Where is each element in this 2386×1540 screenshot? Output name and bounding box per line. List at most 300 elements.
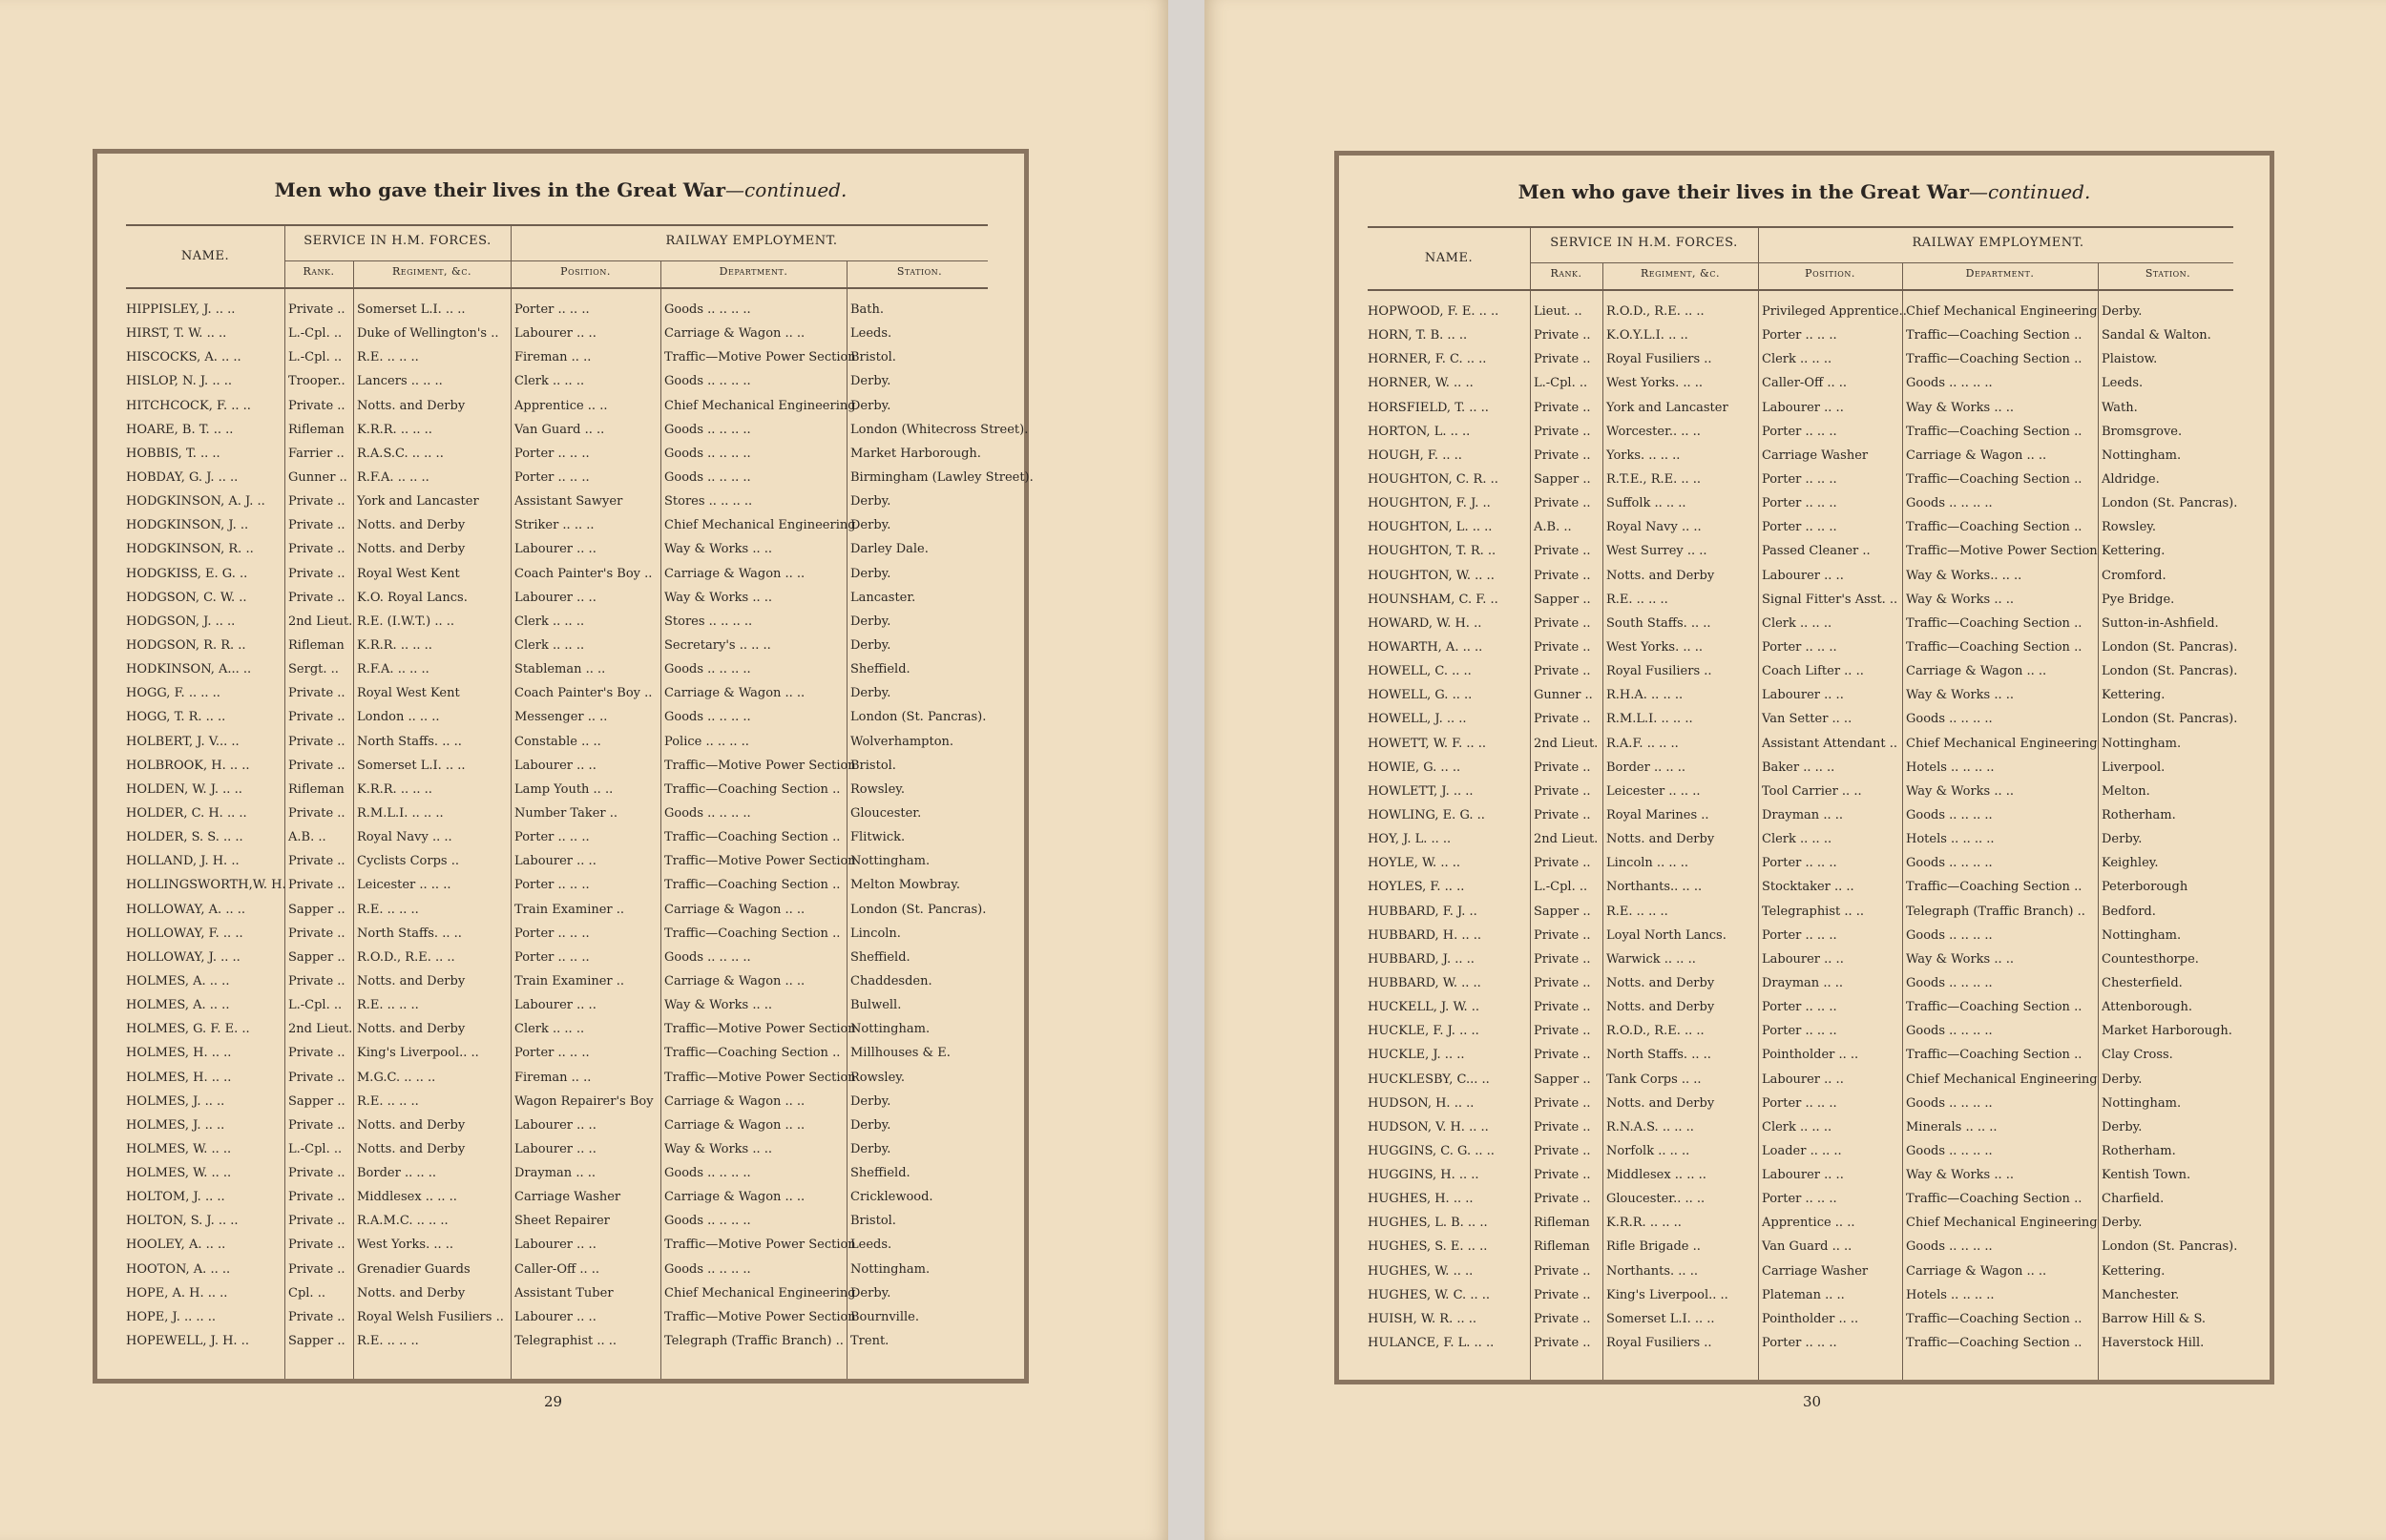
cell-station: Bulwell.: [850, 998, 902, 1013]
cell-station: Darley Dale.: [850, 542, 929, 557]
cell-station: Sheffield.: [850, 949, 910, 965]
cell-name: HUBBARD, J. .. ..: [1368, 951, 1475, 967]
cell-position: Porter .. .. ..: [1762, 1095, 1837, 1111]
cell-rank: Private ..: [288, 973, 345, 989]
cell-regiment: Royal Fusiliers ..: [1606, 664, 1712, 679]
cell-department: Traffic—Coaching Section ..: [664, 1046, 841, 1061]
table-body: [1339, 304, 2270, 1360]
table-frame: [1334, 151, 2274, 1384]
cell-name: HORNER, W. .. ..: [1368, 376, 1474, 391]
cell-rank: Sapper ..: [288, 1093, 345, 1109]
cell-department: Goods .. .. .. ..: [664, 805, 751, 821]
cell-rank: Private ..: [1534, 927, 1591, 943]
cell-name: HOWIE, G. .. ..: [1368, 760, 1461, 775]
cell-position: Labourer .. ..: [514, 758, 596, 773]
cell-regiment: Middlesex .. .. ..: [357, 1190, 457, 1205]
cell-station: Bristol.: [850, 758, 896, 773]
cell-name: HOPE, A. H. .. ..: [126, 1285, 228, 1301]
cell-position: Clerk .. .. ..: [514, 614, 585, 629]
cell-regiment: Norfolk .. .. ..: [1606, 1143, 1690, 1158]
cell-regiment: Notts. and Derby: [357, 518, 466, 533]
cell-name: HOLMES, A. .. ..: [126, 998, 230, 1013]
cell-name: HOLMES, H. .. ..: [126, 1070, 232, 1085]
cell-rank: Private ..: [288, 1190, 345, 1205]
cell-department: Chief Mechanical Engineering: [1906, 304, 2098, 319]
cell-position: Van Guard .. ..: [514, 422, 605, 437]
cell-regiment: K.R.R. .. .. ..: [357, 637, 432, 653]
cell-regiment: Duke of Wellington's ..: [357, 326, 499, 342]
cell-regiment: Worcester.. .. ..: [1606, 424, 1701, 439]
cell-department: Goods .. .. .. ..: [1906, 376, 1993, 391]
cell-station: Derby.: [2102, 1216, 2143, 1231]
table-row: [1339, 520, 2270, 544]
cell-name: HUCKLE, J. .. ..: [1368, 1048, 1465, 1063]
cell-regiment: Lancers .. .. ..: [357, 374, 443, 389]
cell-station: Bromsgrove.: [2102, 424, 2183, 439]
cell-regiment: Notts. and Derby: [357, 542, 466, 557]
cell-department: Chief Mechanical Engineering: [1906, 1072, 2098, 1087]
cell-department: Goods .. .. .. ..: [664, 710, 751, 725]
cell-regiment: Notts. and Derby: [357, 1141, 466, 1156]
cell-station: Derby.: [2102, 832, 2143, 847]
cell-name: HUDSON, V. H. .. ..: [1368, 1119, 1489, 1134]
cell-position: Labourer .. ..: [1762, 400, 1844, 415]
cell-department: Traffic—Motive Power Section: [1906, 544, 2098, 559]
cell-name: HUGHES, H. .. ..: [1368, 1192, 1474, 1207]
cell-position: Assistant Sawyer: [514, 494, 623, 510]
cell-rank: L.-Cpl. ..: [288, 1141, 343, 1156]
cell-regiment: Lincoln .. .. ..: [1606, 856, 1688, 871]
cell-department: Traffic—Coaching Section ..: [1906, 1192, 2083, 1207]
cell-department: Traffic—Coaching Section ..: [1906, 880, 2083, 895]
cell-rank: 2nd Lieut.: [1534, 736, 1599, 751]
cell-regiment: R.N.A.S. .. .. ..: [1606, 1119, 1694, 1134]
cell-name: HOUGHTON, F. J. ..: [1368, 496, 1491, 511]
table-row: [97, 1334, 1024, 1358]
cell-position: Clerk .. .. ..: [514, 637, 585, 653]
cell-name: HUGHES, W. C. .. ..: [1368, 1287, 1490, 1302]
cell-regiment: R.A.F. .. .. ..: [1606, 736, 1679, 751]
cell-department: Traffic—Coaching Section ..: [1906, 471, 2083, 487]
table-row: [97, 1262, 1024, 1286]
cell-name: HUBBARD, H. .. ..: [1368, 927, 1482, 943]
cell-rank: Private ..: [1534, 400, 1591, 415]
cell-department: Goods .. .. .. ..: [664, 374, 751, 389]
cell-name: HOYLES, F. .. ..: [1368, 880, 1465, 895]
cell-position: Stableman .. ..: [514, 662, 606, 677]
table-row: [1339, 856, 2270, 880]
table-row: [1339, 1336, 2270, 1360]
cell-department: Hotels .. .. .. ..: [1906, 1287, 1995, 1302]
cell-position: Carriage Washer: [514, 1190, 621, 1205]
cell-department: Way & Works .. ..: [1906, 1168, 2015, 1183]
cell-station: Derby.: [850, 566, 891, 581]
cell-rank: Private ..: [1534, 424, 1591, 439]
cell-name: HOUGHTON, L. .. ..: [1368, 520, 1493, 535]
cell-name: HOLMES, G. F. E. ..: [126, 1022, 250, 1037]
cell-regiment: Middlesex .. .. ..: [1606, 1168, 1706, 1183]
cell-position: Drayman .. ..: [1762, 807, 1843, 822]
cell-name: HOLLINGSWORTH,W. H.: [126, 878, 286, 893]
cell-station: Trent.: [850, 1334, 890, 1349]
cell-position: Porter .. .. ..: [1762, 639, 1837, 655]
cell-rank: Private ..: [1534, 447, 1591, 463]
cell-position: Porter .. .. ..: [514, 469, 590, 485]
table-row: [1339, 1048, 2270, 1072]
page-title: Men who gave their lives in the Great War—continued.: [1517, 180, 2091, 203]
cell-station: Kettering.: [2102, 688, 2166, 703]
cell-position: Carriage Washer: [1762, 447, 1869, 463]
table-row: [97, 542, 1024, 566]
cell-regiment: R.E. .. .. ..: [357, 1093, 419, 1109]
cell-name: HOY, J. L. .. ..: [1368, 832, 1452, 847]
table-row: [97, 1310, 1024, 1334]
cell-regiment: North Staffs. .. ..: [1606, 1048, 1711, 1063]
cell-department: Goods .. .. .. ..: [664, 422, 751, 437]
cell-name: HOLMES, H. .. ..: [126, 1046, 232, 1061]
cell-regiment: R.E. .. .. ..: [357, 350, 419, 365]
cell-position: Porter .. .. ..: [514, 1046, 590, 1061]
cell-name: HULANCE, F. L. .. ..: [1368, 1336, 1495, 1351]
table-row: [1339, 1264, 2270, 1288]
cell-department: Goods .. .. .. ..: [664, 469, 751, 485]
table-row: [97, 469, 1034, 494]
table-row: [97, 518, 1024, 542]
cell-position: Clerk .. .. ..: [1762, 1119, 1832, 1134]
cell-regiment: R.M.L.I. .. .. ..: [357, 805, 444, 821]
cell-station: Lincoln.: [850, 926, 901, 941]
cell-position: Clerk .. .. ..: [1762, 832, 1832, 847]
cell-name: HOWETT, W. F. .. ..: [1368, 736, 1487, 751]
cell-name: HIRST, T. W. .. ..: [126, 326, 227, 342]
table-row: [1339, 304, 2270, 328]
cell-position: Caller-Off .. ..: [514, 1261, 600, 1277]
cell-station: Wath.: [2102, 400, 2138, 415]
cell-station: Derby.: [850, 1285, 891, 1301]
cell-station: Nottingham.: [2102, 927, 2182, 943]
cell-rank: 2nd Lieut.: [288, 614, 353, 629]
cell-station: Derby.: [850, 494, 891, 510]
table-row: [1339, 784, 2270, 808]
cell-rank: Private ..: [1534, 544, 1591, 559]
cell-position: Assistant Tuber: [514, 1285, 614, 1301]
cell-station: London (St. Pancras).: [2102, 664, 2238, 679]
cell-rank: Private ..: [1534, 1311, 1591, 1326]
cell-name: HOOTON, A. .. ..: [126, 1261, 231, 1277]
cell-regiment: Royal Fusiliers ..: [1606, 352, 1712, 367]
cell-name: HODGKISS, E. G. ..: [126, 566, 248, 581]
cell-station: Aldridge.: [2102, 471, 2160, 487]
table-row: [1339, 569, 2270, 593]
cell-department: Traffic—Coaching Section ..: [664, 878, 841, 893]
cell-regiment: Northants. .. ..: [1606, 1263, 1698, 1279]
cell-position: Porter .. .. ..: [1762, 496, 1837, 511]
cell-name: HORN, T. B. .. ..: [1368, 328, 1468, 343]
cell-department: Stores .. .. .. ..: [664, 494, 753, 510]
cell-name: HISCOCKS, A. .. ..: [126, 350, 241, 365]
cell-station: London (St. Pancras).: [850, 902, 987, 917]
table-row: [97, 782, 1024, 806]
cell-rank: Private ..: [288, 854, 345, 869]
cell-position: Drayman .. ..: [514, 1166, 596, 1181]
cell-regiment: Loyal North Lancs.: [1606, 927, 1727, 943]
cell-name: HORNER, F. C. .. ..: [1368, 352, 1487, 367]
cell-regiment: Gloucester.. .. ..: [1606, 1192, 1706, 1207]
cell-name: HUGGINS, C. G. .. ..: [1368, 1143, 1495, 1158]
cell-station: London (St. Pancras).: [2102, 712, 2238, 727]
cell-department: Carriage & Wagon .. ..: [1906, 447, 2047, 463]
cell-position: Labourer .. ..: [514, 854, 596, 869]
table-row: [1339, 1144, 2270, 1168]
cell-department: Secretary's .. .. ..: [664, 637, 771, 653]
cell-name: HOLDER, C. H. .. ..: [126, 805, 247, 821]
cell-station: Gloucester.: [850, 805, 922, 821]
table-row: [97, 1071, 1024, 1094]
cell-regiment: K.R.R. .. .. ..: [357, 781, 432, 797]
cell-station: Liverpool.: [2102, 760, 2166, 775]
cell-rank: L.-Cpl. ..: [288, 326, 343, 342]
table-row: [1339, 712, 2270, 736]
cell-station: Wolverhampton.: [850, 734, 954, 749]
cell-regiment: R.E. (I.W.T.) .. ..: [357, 614, 454, 629]
cell-name: HOLMES, J. .. ..: [126, 1117, 225, 1133]
cell-rank: Private ..: [1534, 1048, 1591, 1063]
cell-position: Coach Lifter .. ..: [1762, 664, 1864, 679]
cell-name: HOWARD, W. H. ..: [1368, 615, 1482, 631]
cell-regiment: York and Lancaster: [357, 494, 479, 510]
cell-department: Goods .. .. .. ..: [1906, 927, 1993, 943]
cell-department: Traffic—Coaching Section ..: [1906, 520, 2083, 535]
table-row: [97, 350, 1024, 374]
cell-position: Porter .. .. ..: [514, 302, 590, 317]
table-row: [1339, 1312, 2270, 1336]
cell-rank: Private ..: [1534, 352, 1591, 367]
cell-position: Train Examiner ..: [514, 902, 625, 917]
cell-department: Way & Works .. ..: [664, 590, 773, 605]
cell-regiment: West Yorks. .. ..: [1606, 639, 1703, 655]
cell-regiment: R.A.M.C. .. .. ..: [357, 1214, 449, 1229]
cell-station: Millhouses & E.: [850, 1046, 951, 1061]
cell-rank: Private ..: [288, 518, 345, 533]
table-row: [1339, 1096, 2270, 1120]
table-row: [1339, 1239, 2270, 1263]
cell-department: Chief Mechanical Engineering: [664, 518, 856, 533]
table-row: [1339, 544, 2270, 568]
cell-position: Tool Carrier .. ..: [1762, 783, 1862, 799]
cell-rank: Private ..: [1534, 1000, 1591, 1015]
cell-name: HUGGINS, H. .. ..: [1368, 1168, 1479, 1183]
cell-position: Coach Painter's Boy ..: [514, 686, 653, 701]
cell-regiment: Somerset L.I. .. ..: [357, 302, 466, 317]
cell-station: Nottingham.: [2102, 736, 2182, 751]
cell-name: HOWARTH, A. .. ..: [1368, 639, 1483, 655]
cell-station: Derby.: [850, 686, 891, 701]
cell-department: Way & Works .. ..: [664, 1141, 773, 1156]
cell-department: Chief Mechanical Engineering: [1906, 1216, 2098, 1231]
cell-position: Striker .. .. ..: [514, 518, 595, 533]
cell-department: Traffic—Motive Power Section: [664, 854, 856, 869]
cell-station: Kentish Town.: [2102, 1168, 2191, 1183]
cell-position: Pointholder .. ..: [1762, 1048, 1859, 1063]
cell-name: HUCKLE, F. J. .. ..: [1368, 1024, 1479, 1039]
cell-position: Labourer .. ..: [514, 1238, 596, 1253]
cell-department: Traffic—Coaching Section ..: [1906, 352, 2083, 367]
cell-station: Manchester.: [2102, 1287, 2180, 1302]
cell-department: Telegraph (Traffic Branch) ..: [664, 1334, 844, 1349]
cell-department: Goods .. .. .. ..: [1906, 496, 1993, 511]
cell-regiment: Notts. and Derby: [1606, 1000, 1715, 1015]
cell-department: Way & Works.. .. ..: [1906, 568, 2022, 583]
cell-department: Way & Works .. ..: [664, 542, 773, 557]
cell-station: Bedford.: [2102, 904, 2156, 919]
cell-regiment: Border .. .. ..: [1606, 760, 1686, 775]
cell-position: Porter .. .. ..: [1762, 520, 1837, 535]
table-row: [97, 662, 1024, 686]
cell-station: Peterborough: [2102, 880, 2188, 895]
cell-regiment: Yorks. .. .. ..: [1606, 447, 1681, 463]
cell-name: HOLLOWAY, F. .. ..: [126, 926, 243, 941]
cell-position: Messenger .. ..: [514, 710, 608, 725]
cell-name: HOLTOM, J. .. ..: [126, 1190, 225, 1205]
cell-regiment: North Staffs. .. ..: [357, 734, 462, 749]
cell-department: Way & Works .. ..: [1906, 951, 2015, 967]
cell-station: Cromford.: [2102, 568, 2166, 583]
cell-regiment: Notts. and Derby: [357, 398, 466, 413]
cell-regiment: R.E. .. .. ..: [357, 998, 419, 1013]
page-title: Men who gave their lives in the Great War—continued.: [274, 178, 848, 201]
cell-rank: Sapper ..: [1534, 1072, 1591, 1087]
cell-position: Telegraphist .. ..: [514, 1334, 617, 1349]
cell-rank: Private ..: [1534, 496, 1591, 511]
cell-department: Chief Mechanical Engineering: [664, 1285, 856, 1301]
table-row: [1339, 664, 2270, 688]
table-row: [1339, 328, 2270, 352]
cell-regiment: York and Lancaster: [1606, 400, 1728, 415]
cell-department: Hotels .. .. .. ..: [1906, 832, 1995, 847]
cell-name: HUCKLESBY, C... ..: [1368, 1072, 1490, 1087]
cell-name: HISLOP, N. J. .. ..: [126, 374, 232, 389]
table-row: [97, 926, 1024, 950]
cell-regiment: R.T.E., R.E. .. ..: [1606, 471, 1702, 487]
cell-department: Goods .. .. .. ..: [1906, 1239, 1993, 1255]
table-row: [1339, 1072, 2270, 1096]
cell-rank: Private ..: [1534, 328, 1591, 343]
table-row: [1339, 760, 2270, 784]
cell-name: HOWLETT, J. .. ..: [1368, 783, 1474, 799]
cell-station: Barrow Hill & S.: [2102, 1311, 2207, 1326]
col-header-rank: Rank.: [303, 265, 335, 278]
table-row: [1339, 1288, 2270, 1312]
cell-regiment: Notts. and Derby: [1606, 975, 1715, 990]
cell-position: Porter .. .. ..: [1762, 1192, 1837, 1207]
cell-name: HOUGHTON, T. R. ..: [1368, 544, 1496, 559]
cell-rank: Private ..: [1534, 856, 1591, 871]
table-row: [1339, 832, 2270, 856]
cell-station: London (St. Pancras).: [2102, 1239, 2238, 1255]
cell-rank: Private ..: [1534, 712, 1591, 727]
table-row: [1339, 1168, 2270, 1192]
cell-regiment: R.H.A. .. .. ..: [1606, 688, 1684, 703]
cell-station: Bristol.: [850, 350, 896, 365]
cell-regiment: Leicester .. .. ..: [357, 878, 451, 893]
cell-department: Traffic—Motive Power Section: [664, 1070, 856, 1085]
cell-station: Chesterfield.: [2102, 975, 2183, 990]
cell-position: Sheet Repairer: [514, 1214, 610, 1229]
cell-department: Traffic—Coaching Section ..: [1906, 1336, 2083, 1351]
table-row: [97, 735, 1024, 759]
cell-position: Labourer .. ..: [1762, 1072, 1844, 1087]
cell-rank: Private ..: [1534, 639, 1591, 655]
cell-position: Labourer .. ..: [514, 1141, 596, 1156]
cell-position: Labourer .. ..: [514, 1117, 596, 1133]
cell-rank: Sapper ..: [288, 1334, 345, 1349]
cell-department: Police .. .. .. ..: [664, 734, 749, 749]
cell-rank: Private ..: [288, 758, 345, 773]
cell-position: Porter .. .. ..: [1762, 1336, 1837, 1351]
page-number: 29: [544, 1393, 563, 1410]
cell-rank: Sapper ..: [288, 949, 345, 965]
table-row: [97, 806, 1024, 830]
col-header-department: Department.: [1965, 267, 2035, 280]
cell-position: Fireman .. ..: [514, 350, 592, 365]
cell-position: Labourer .. ..: [514, 326, 596, 342]
col-header-name: NAME.: [180, 249, 230, 263]
table-row: [97, 1142, 1024, 1166]
cell-name: HODGKINSON, R. ..: [126, 542, 254, 557]
cell-position: Porter .. .. ..: [1762, 424, 1837, 439]
cell-regiment: Notts. and Derby: [357, 973, 466, 989]
table-body: [97, 302, 1034, 1358]
cell-department: Way & Works .. ..: [1906, 592, 2015, 607]
cell-rank: Private ..: [288, 1046, 345, 1061]
cell-rank: A.B. ..: [1534, 520, 1572, 535]
book-gutter: [1168, 0, 1204, 1540]
cell-position: Fireman .. ..: [514, 1070, 592, 1085]
cell-regiment: West Surrey .. ..: [1606, 544, 1707, 559]
cell-department: Goods .. .. .. ..: [1906, 1024, 1993, 1039]
cell-regiment: King's Liverpool.. ..: [357, 1046, 479, 1061]
cell-name: HOLBERT, J. V... ..: [126, 734, 240, 749]
table-row: [97, 567, 1024, 591]
cell-rank: Private ..: [1534, 1263, 1591, 1279]
cell-rank: Private ..: [1534, 1024, 1591, 1039]
cell-rank: L.-Cpl. ..: [1534, 880, 1588, 895]
cell-regiment: R.E. .. .. ..: [357, 902, 419, 917]
cell-position: Train Examiner ..: [514, 973, 625, 989]
cell-position: Apprentice .. ..: [1762, 1216, 1855, 1231]
left-page: [0, 0, 1168, 1540]
cell-station: Sandal & Walton.: [2102, 328, 2211, 343]
cell-station: Derby.: [850, 374, 891, 389]
cell-regiment: Notts. and Derby: [1606, 832, 1715, 847]
col-header-regiment: Regiment, &c.: [1641, 267, 1720, 280]
cell-rank: Private ..: [1534, 664, 1591, 679]
cell-rank: Private ..: [288, 1166, 345, 1181]
right-page: [1204, 0, 2386, 1540]
table-row: [1339, 1192, 2270, 1216]
cell-regiment: K.O. Royal Lancs.: [357, 590, 468, 605]
cell-position: Clerk .. .. ..: [1762, 352, 1832, 367]
cell-station: Plaistow.: [2102, 352, 2158, 367]
cell-regiment: R.O.D., R.E. .. ..: [1606, 304, 1705, 319]
cell-rank: Private ..: [288, 398, 345, 413]
table-row: [97, 710, 1024, 734]
cell-department: Carriage & Wagon .. ..: [664, 1093, 806, 1109]
cell-rank: Gunner ..: [288, 469, 347, 485]
cell-name: HOLLOWAY, J. .. ..: [126, 949, 241, 965]
cell-rank: Farrier ..: [288, 446, 345, 461]
cell-department: Way & Works .. ..: [1906, 400, 2015, 415]
